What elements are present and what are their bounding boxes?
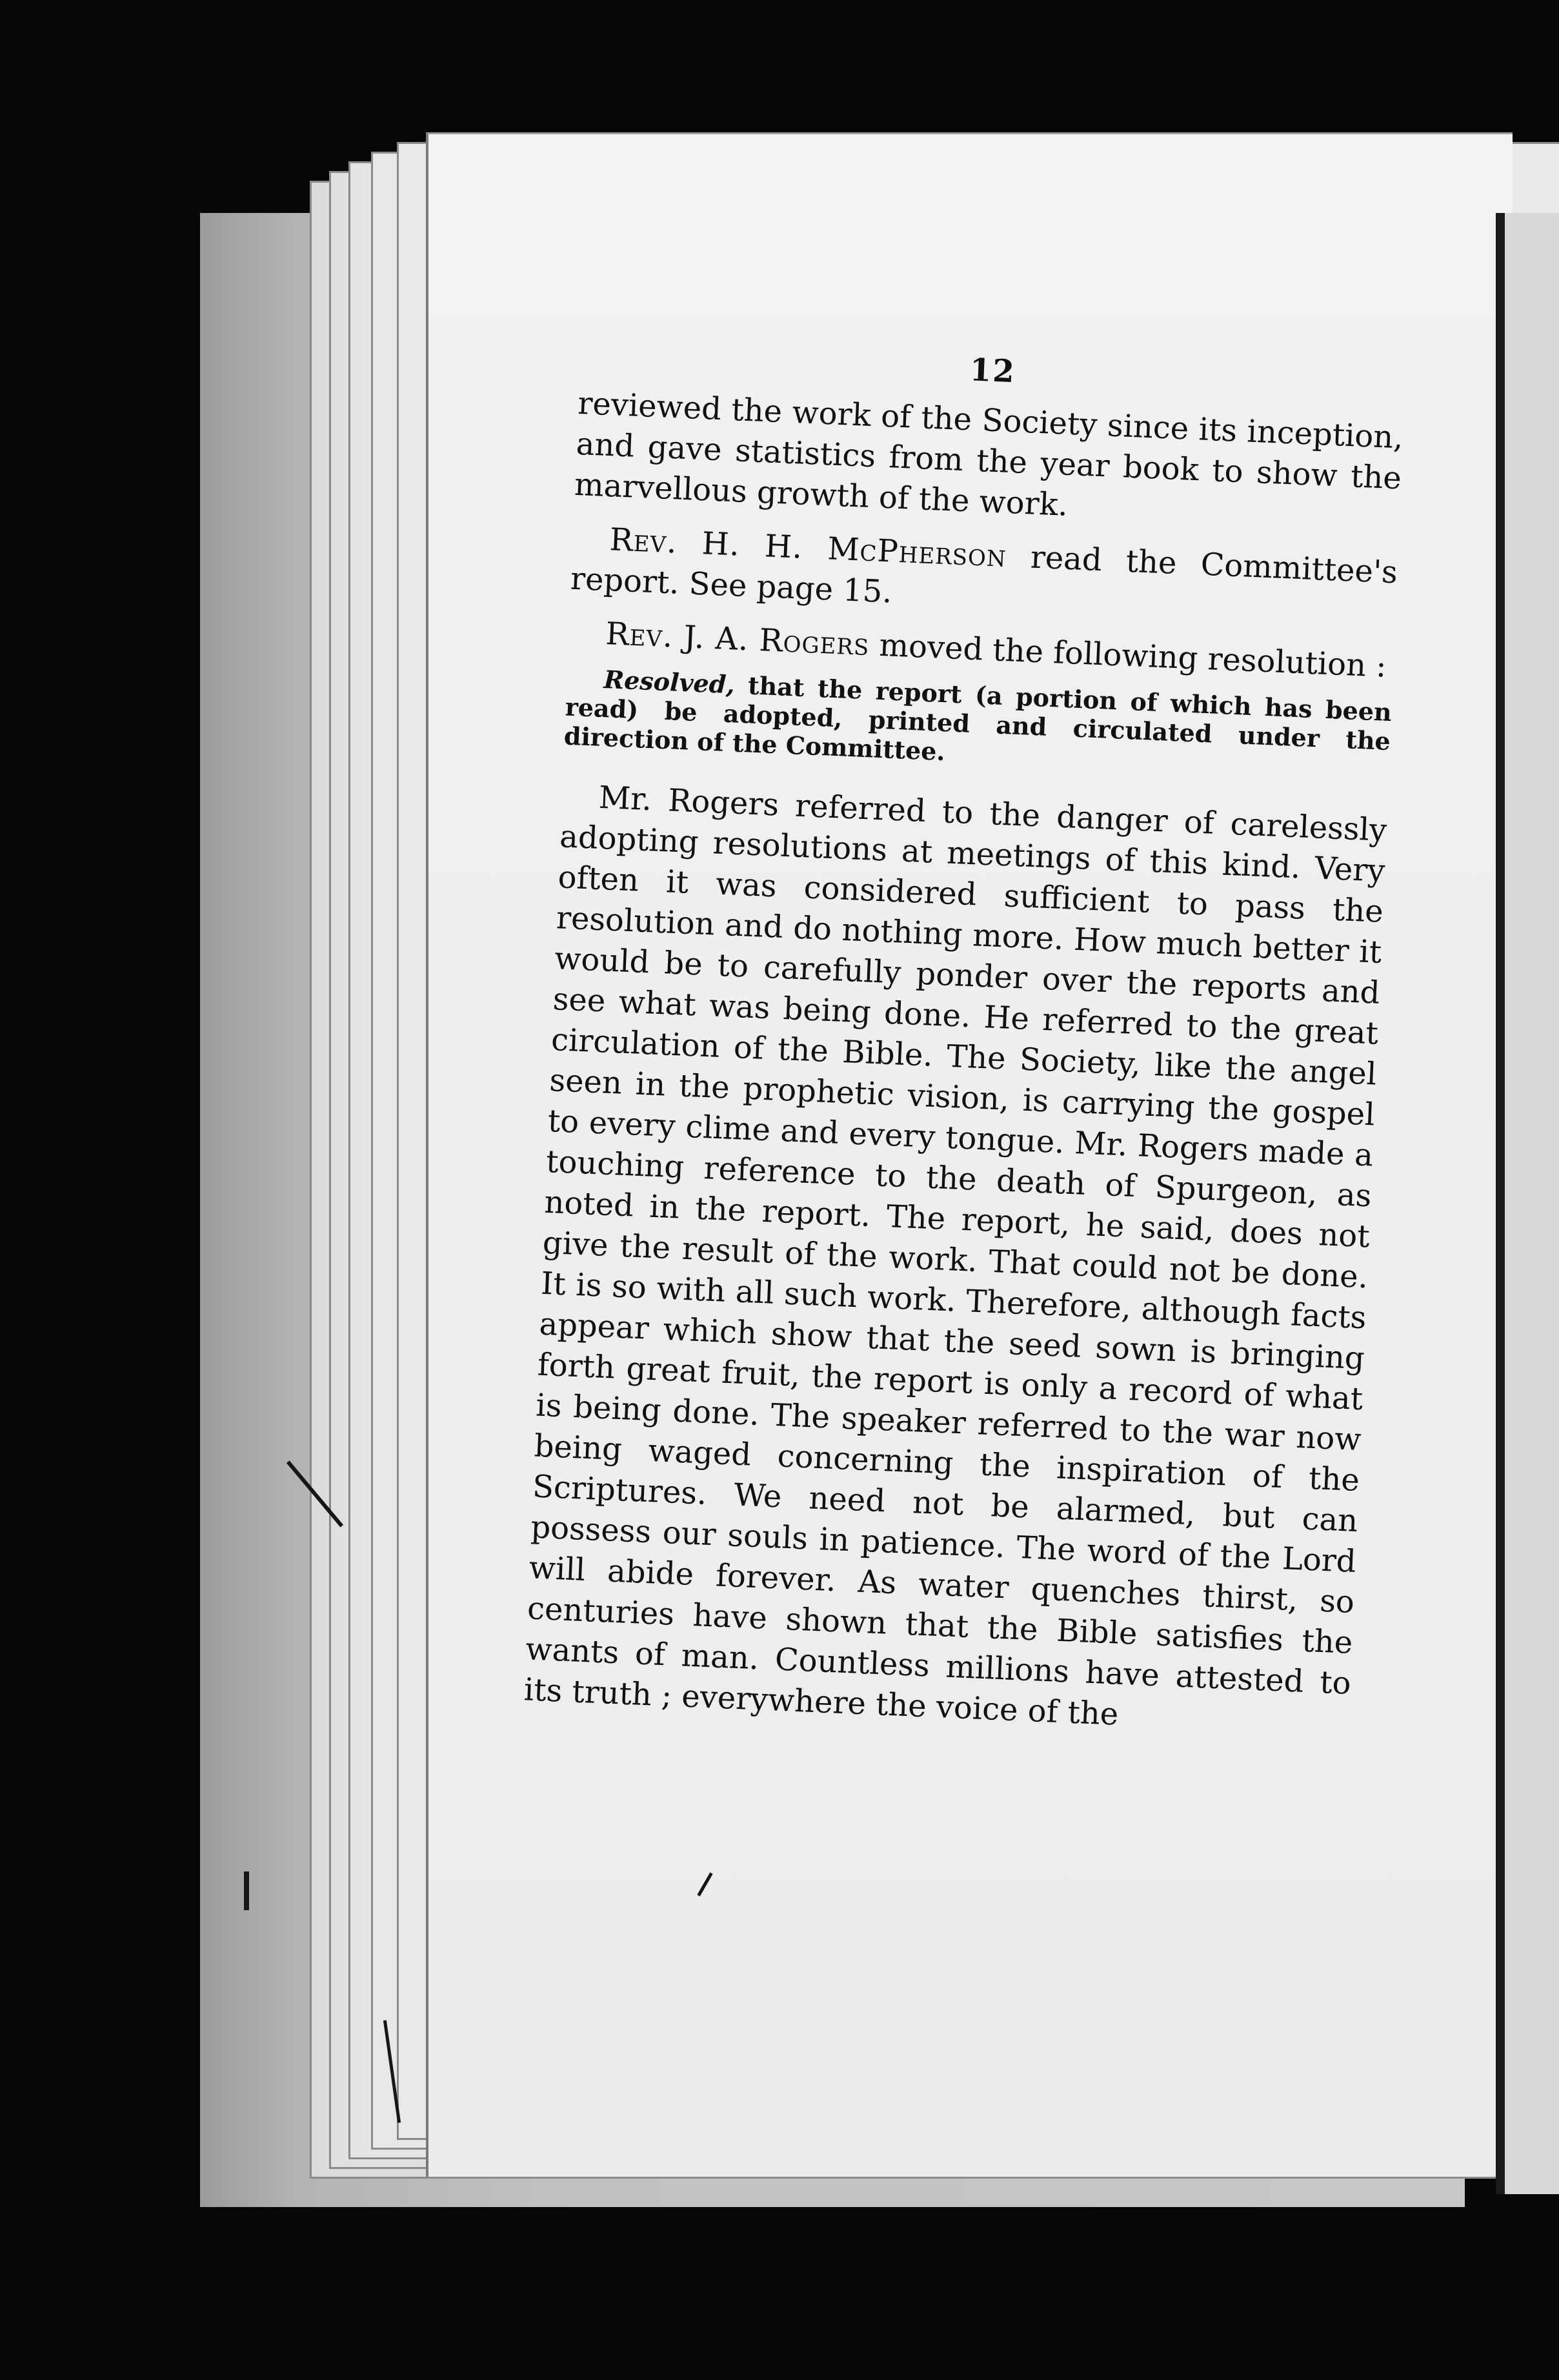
scan-mark (244, 1871, 249, 1910)
resolution-text: that the report (a portion of which has been read) be adopted, printed and circulated under the direction of the Committee. (563, 670, 1393, 767)
speaker-name: Rev. J. A. Rogers (605, 616, 870, 663)
page-text (513, 336, 1406, 1982)
facing-page (1497, 213, 1559, 2194)
paragraph (570, 518, 1398, 634)
speaker-name: Rev. H. H. McPherson (609, 521, 1007, 574)
resolution-label: Resolved, (603, 664, 736, 700)
page-number: 12 (969, 352, 1016, 390)
paragraph-text: moved the following resolution : (869, 627, 1387, 685)
body-paragraph: Mr. Rogers referred to the danger of carelessly adopting resolutions at meetings of this kind. Very often it was considered sufficient to pass the resolution and do nothing more. How much better it would be to carefully ponder over the reports and see what was being done. He referred to the great circulation of the Bible. The Society, like the angel seen in the prophetic vision, is carrying the gospel to every clime and every tongue. Mr. Rogers made a touching reference to the death of Spurgeon, as noted in the report. The report, he said, does not give the result of the work. That could not be done. It is so with all such work. Therefore, although facts appear which show that the seed sown is bringing forth great fruit, the report is only a record of what is being done. The speaker referred to the war now being waged concerning the inspiration of the Scriptures. We need not be alarmed, but can possess our souls in patience. The word of the Lord will abide forever. As water quenches thirst, so centuries have shown that the Bible satisfies the wants of man. Countless millions have attested to its truth ; everywhere the voice of the (523, 779, 1388, 1733)
paragraph-text: read the Committee's report. See page 15. (570, 538, 1398, 610)
paragraph (574, 383, 1404, 540)
paragraph-text: reviewed the work of the Society since its inception, and gave statistics from the year book to show the marvellous growth of the work. (574, 385, 1404, 523)
page-gutter (1496, 213, 1505, 2194)
